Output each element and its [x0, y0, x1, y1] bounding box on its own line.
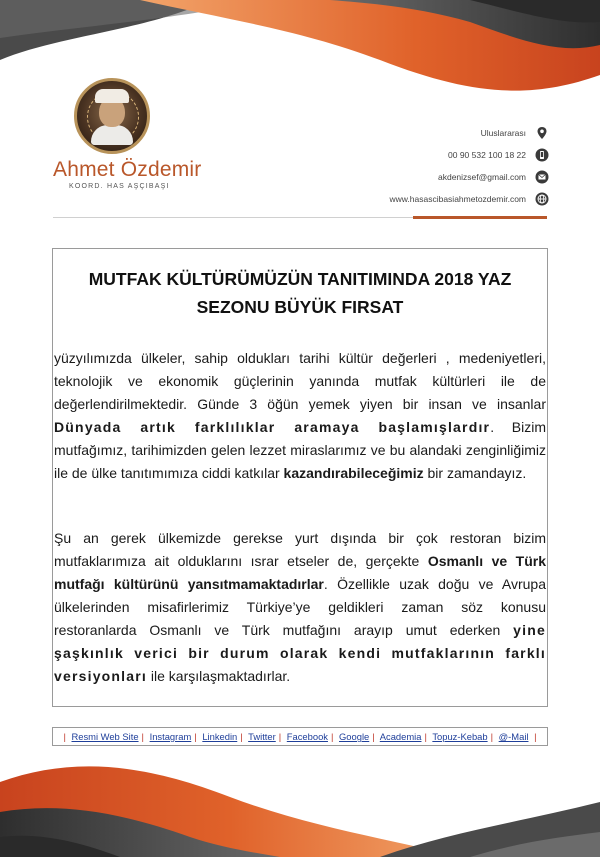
link-topuz-kebab[interactable]: Topuz-Kebab [432, 731, 488, 742]
contact-phone [289, 146, 549, 164]
contact-email [289, 168, 549, 186]
link-linkedin[interactable]: Linkedin [202, 731, 238, 742]
article-title-line-2: SEZONU BÜYÜK FIRSAT [196, 297, 404, 317]
link-google[interactable]: Google [339, 731, 370, 742]
phone-icon [535, 148, 549, 162]
author-role: KOORD. HAS AŞÇIBAŞI [69, 183, 170, 190]
article-paragraph-1 [53, 347, 547, 485]
mail-icon [535, 170, 549, 184]
header-accent-rule [413, 216, 547, 219]
contact-website-text[interactable]: www.hasascibasiahmetozdemir.com [389, 194, 526, 204]
logo-chef-jacket [91, 125, 133, 145]
location-pin-icon [535, 126, 549, 140]
logo-chef-hat [95, 89, 129, 103]
author-name: Ahmet Özdemir [53, 158, 202, 181]
header-divider [53, 217, 413, 218]
contact-location-text: Uluslararası [480, 128, 526, 138]
link-separator: | [424, 731, 427, 742]
p2-text-3: ile karşılaşmaktadırlar. [147, 668, 291, 684]
link-separator: | [63, 731, 66, 742]
chef-logo [74, 78, 150, 154]
footer-decoration [0, 742, 600, 857]
link-separator: | [330, 731, 334, 742]
link-facebook[interactable]: Facebook [286, 731, 328, 742]
link-separator: | [194, 731, 197, 742]
p1-bold-2: kazandırabileceğimiz [283, 465, 424, 481]
article-title-line-1: MUTFAK KÜLTÜRÜMÜZÜN TANITIMINDA 2018 YAZ [88, 269, 512, 289]
contact-email-text[interactable]: akdenizsef@gmail.com [438, 172, 526, 182]
globe-icon [535, 192, 549, 206]
link-separator: | [534, 731, 537, 742]
p2-text-2: . Özellikle uzak doğu ve Avrupa ülkelerinden misafirlerimiz Türkiye’ye geldikleri zaman söz konusu restoranlarda Osmanlı ve Türk mutfağını arayıp umut ederken [54, 576, 546, 638]
p2-text-1: Şu an gerek ülkemizde gerekse yurt dışında bir çok restoran bizim mutfaklarımıza ait olduklarını ısrar etseler de, gerçekte [54, 530, 546, 569]
link-instagram[interactable]: Instagram [149, 731, 192, 742]
link-separator: | [141, 731, 144, 742]
link-academia[interactable]: Academia [379, 731, 422, 742]
p2-bold-2: yine şaşkınlık verici bir durum olarak kendi mutfaklarının farklı versiyonları [54, 622, 546, 684]
link-separator: | [490, 731, 494, 742]
contact-phone-text: 00 90 532 100 18 22 [448, 150, 526, 160]
p1-text-3: bir zamandayız. [423, 465, 527, 481]
p1-text-2: . Bizim mutfağımız, tarihimizden gelen lezzet miraslarımız ve bu alandaki zenginliğimiz ile de ülke tanıtımımıza ciddi katkılar [54, 419, 546, 481]
link-resmi-web-site[interactable]: Resmi Web Site [71, 731, 139, 742]
contact-list [289, 124, 549, 212]
p1-bold-1: Dünyada artık farklılıklar aramaya başlamışlardır [54, 419, 491, 435]
article-paragraph-2 [53, 527, 547, 688]
link-separator: | [240, 731, 243, 742]
contact-location [289, 124, 549, 142]
article-title [53, 265, 547, 321]
p2-bold-1: Osmanlı ve Türk mutfağı kültürünü yansıtmamaktadırlar [54, 553, 546, 592]
link-twitter[interactable]: Twitter [248, 731, 276, 742]
contact-website [289, 190, 549, 208]
p1-text-1: yüzyılımızda ülkeler, sahip oldukları tarihi kültür değerleri , medeniyetleri, teknolojik ve ekonomik güçlerinin yanında mutfak kültürleri ile de değerlendirilmektedir. Günde 3 öğün yemek yiyen bir insan ve insanlar [54, 350, 546, 412]
article-box [52, 248, 548, 707]
link-separator: | [372, 731, 375, 742]
link-separator: | [278, 731, 282, 742]
link-email[interactable]: @-Mail [498, 731, 529, 742]
